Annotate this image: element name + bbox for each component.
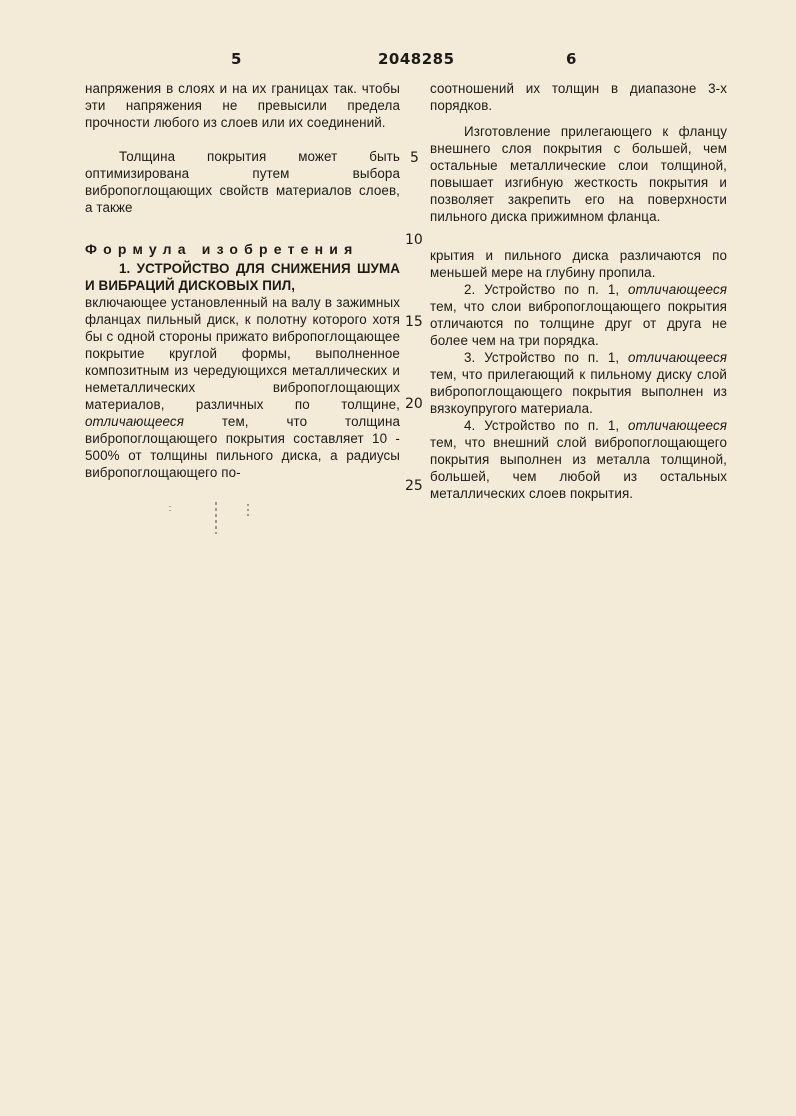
right-paragraph: соотношений их толщин в диапазоне 3-х порядков. [430, 81, 727, 113]
right-paragraph: Изготовление прилегающего к фланцу внешнего слоя покрытия с большей, чем остальные металлические слои толщиной, повышает изгибную жесткость покрытия и позволяет закрепить его на поверхности пильного диска прижимном фланца. [430, 124, 727, 224]
claims-heading: Формула изобретения [85, 241, 359, 257]
left-paragraph: напряжения в слоях и на их границах так. чтобы эти напряжения не превысили предела прочности любого из слоев или их соединений. [85, 81, 400, 130]
claim-3 [430, 349, 727, 417]
line-number: 25 [405, 478, 423, 494]
claim-1-body-b: тем, что толщина вибропоглощающего покрытия составляет 10 - 500% от толщины пильного диска, а радиусы вибропоглощающего по- [85, 414, 401, 480]
patent-number: 2048285 [378, 50, 455, 68]
line-number: 15 [405, 314, 423, 330]
line-number: 10 [405, 232, 423, 248]
claim-3-a: 3. Устройство по п. 1, [464, 350, 620, 365]
claim-4-b: тем, что внешний слой вибропоглощающего покрытия выполнен из металла толщиной, большей, чем любой из остальных металлических слоев покрытия. [430, 435, 727, 501]
left-column [85, 80, 400, 481]
scan-artifact-marks [150, 500, 270, 540]
claim-1-text [85, 294, 400, 481]
claim-1-distinguishing: отличающееся [85, 414, 184, 429]
claim-3-distinguishing: отличающееся [628, 350, 727, 365]
claim-2-distinguishing: отличающееся [628, 282, 727, 297]
line-number: 20 [405, 396, 423, 412]
line-number: 5 [410, 150, 419, 166]
claim-1-title: 1. УСТРОЙСТВО ДЛЯ СНИЖЕНИЯ ШУМА И ВИБРАЦИЙ ДИСКОВЫХ ПИЛ, [85, 261, 400, 293]
claim-2-b: тем, что слои вибропоглощающего покрытия отличаются по толщине друг от друга не более чем на три порядка. [430, 299, 727, 348]
claim-2-a: 2. Устройство по п. 1, [464, 282, 620, 297]
claim-4-a: 4. Устройство по п. 1, [464, 418, 620, 433]
page-number-left: 5 [231, 50, 242, 68]
left-paragraph: Толщина покрытия может быть оптимизирована путем выбора вибропоглощающих свойств материалов слоев, а также [85, 149, 400, 215]
claim-2 [430, 281, 727, 349]
claim-4-distinguishing: отличающееся [628, 418, 727, 433]
claim-4 [430, 417, 727, 502]
right-column [430, 80, 727, 502]
claim-1-continuation: крытия и пильного диска различаются по меньшей мере на глубину пропила. [430, 248, 727, 280]
page-number-right: 6 [566, 50, 577, 68]
claim-1-body-a: включающее установленный на валу в зажимных фланцах пильный диск, к полотну которого хотя бы с одной стороны прижато вибропоглощающее покрытие круглой формы, выполненное композитным из чередующихся металлических и неметаллических вибропоглощающих материалов, различных по толщине, [85, 295, 400, 412]
claim-3-b: тем, что прилегающий к пильному диску слой вибропоглощающего покрытия выполнен из вязкоупругого материала. [430, 367, 727, 416]
